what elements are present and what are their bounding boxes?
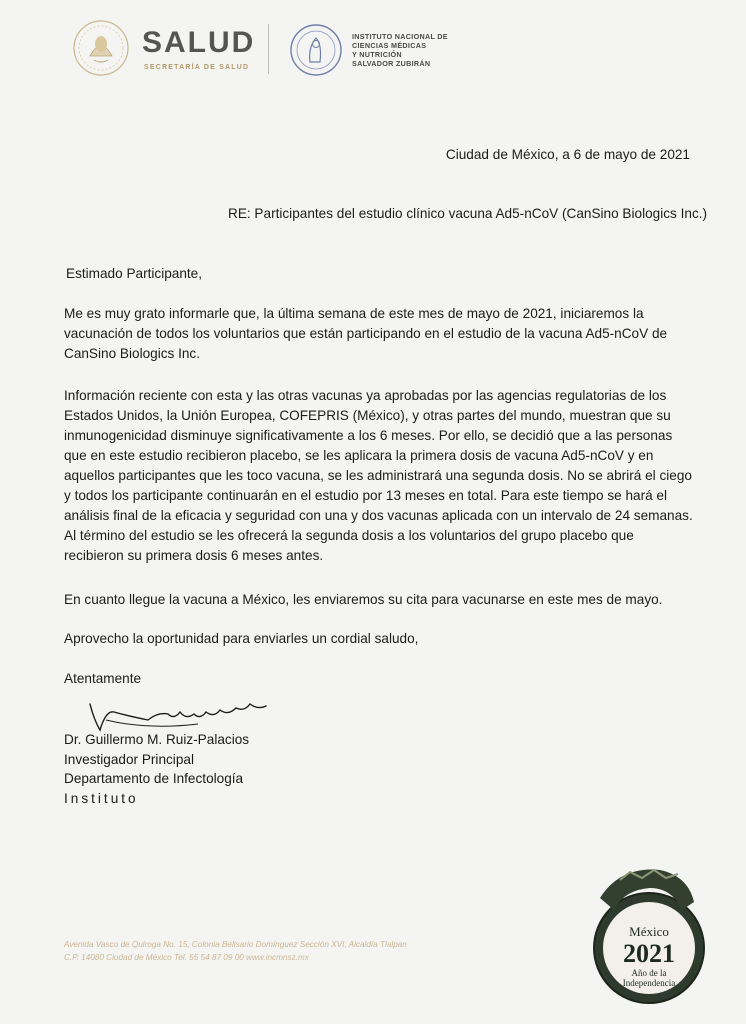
emblem-line3: Independencia	[622, 978, 676, 988]
signer-name: Dr. Guillermo M. Ruiz-Palacios	[64, 732, 250, 747]
institute-name	[352, 32, 492, 68]
paragraph-2	[64, 386, 700, 566]
paragraph-line: aquellos participantes que les toco vacuna, se les administrará una segunda dosis. No se abrirá el ciego	[64, 468, 692, 483]
signer-title: Investigador Principal	[64, 751, 194, 767]
paragraph-4	[64, 629, 700, 649]
paragraph-line: vacunación de todos los voluntarios que están participando en el estudio de la vacuna Ad5-nCoV de	[64, 326, 668, 341]
paragraph-line: Al término del estudio se les ofrecerá la segunda dosis a los voluntarios del grupo placebo que	[64, 528, 634, 543]
paragraph-line: análisis final de la eficacia y seguridad con una y dos vacunas aplicada con un intervalo de 24 semanas.	[64, 508, 693, 523]
footer-address	[64, 938, 544, 964]
emblem-year: 2021	[623, 939, 675, 968]
paragraph-line: que en este estudio recibieron placebo, se les aplicara la primera dosis de vacuna Ad5-nCoV y en	[64, 448, 654, 463]
footer-line: Avenida Vasco de Quiroga No. 15, Colonia Belisario Domínguez Sección XVI, Alcaldía Tlalpan	[64, 940, 407, 949]
signer-institution: Instituto	[64, 790, 139, 806]
institute-name-line: CIENCIAS MÉDICAS	[352, 41, 427, 50]
letter-closing: Atentamente	[64, 671, 142, 686]
emblem-line2: Año de la	[631, 968, 667, 978]
letter-subject: RE: Participantes del estudio clínico vacuna Ad5-nCoV (CanSino Biologics Inc.)	[228, 206, 708, 221]
letterhead	[70, 18, 490, 78]
paragraph-line: recibieron su primera dosis 6 meses antes.	[64, 548, 324, 563]
paragraph-3	[64, 590, 700, 610]
paragraph-line: Información reciente con esta y las otras vacunas ya aprobadas por las agencias regulatorias de los	[64, 388, 667, 403]
brand-subtitle: SECRETARÍA DE SALUD	[144, 64, 250, 71]
paragraph-1	[64, 304, 700, 364]
paragraph-line: y todos los participante continuarán en el estudio por 13 meses en total. Para este tiempo se hará el	[64, 488, 668, 503]
paragraph-line: inmunogenicidad disminuye significativamente a los 6 meses. Por ello, se decidió que a las personas	[64, 428, 673, 443]
institute-name-line: INSTITUTO NACIONAL DE	[352, 32, 448, 41]
letter-date: Ciudad de México, a 6 de mayo de 2021	[445, 147, 690, 162]
paragraph-line: Me es muy grato informarle que, la última semana de este mes de mayo de 2021, iniciaremos la	[64, 306, 644, 321]
paragraph-line: CanSino Biologics Inc.	[64, 346, 201, 361]
paragraph-line: Estados Unidos, la Unión Europea, COFEPRIS (México), y otras partes del mundo, muestran que su	[64, 408, 671, 423]
signature-block	[64, 730, 249, 808]
institute-seal-icon	[288, 22, 344, 78]
mexico-coat-of-arms-icon	[70, 18, 132, 78]
signer-department: Departamento de Infectología	[64, 771, 244, 786]
paragraph-line: Aprovecho la oportunidad para enviarles un cordial saludo,	[64, 631, 419, 646]
header-divider	[268, 24, 269, 74]
institute-name-line: SALVADOR ZUBIRÁN	[352, 59, 431, 68]
footer-line: C.P. 14080 Ciudad de México Tel. 55 54 87 09 00 www.incmnsz.mx	[64, 953, 309, 962]
paragraph-line: En cuanto llegue la vacuna a México, les enviaremos su cita para vacunarse en este mes de mayo.	[64, 592, 663, 607]
letter-greeting: Estimado Participante,	[66, 266, 203, 281]
mexico-2021-emblem-icon	[590, 858, 708, 1008]
institute-name-line: Y NUTRICIÓN	[352, 50, 402, 59]
emblem-line1: México	[629, 924, 669, 939]
brand-name: SALUD	[142, 26, 256, 59]
